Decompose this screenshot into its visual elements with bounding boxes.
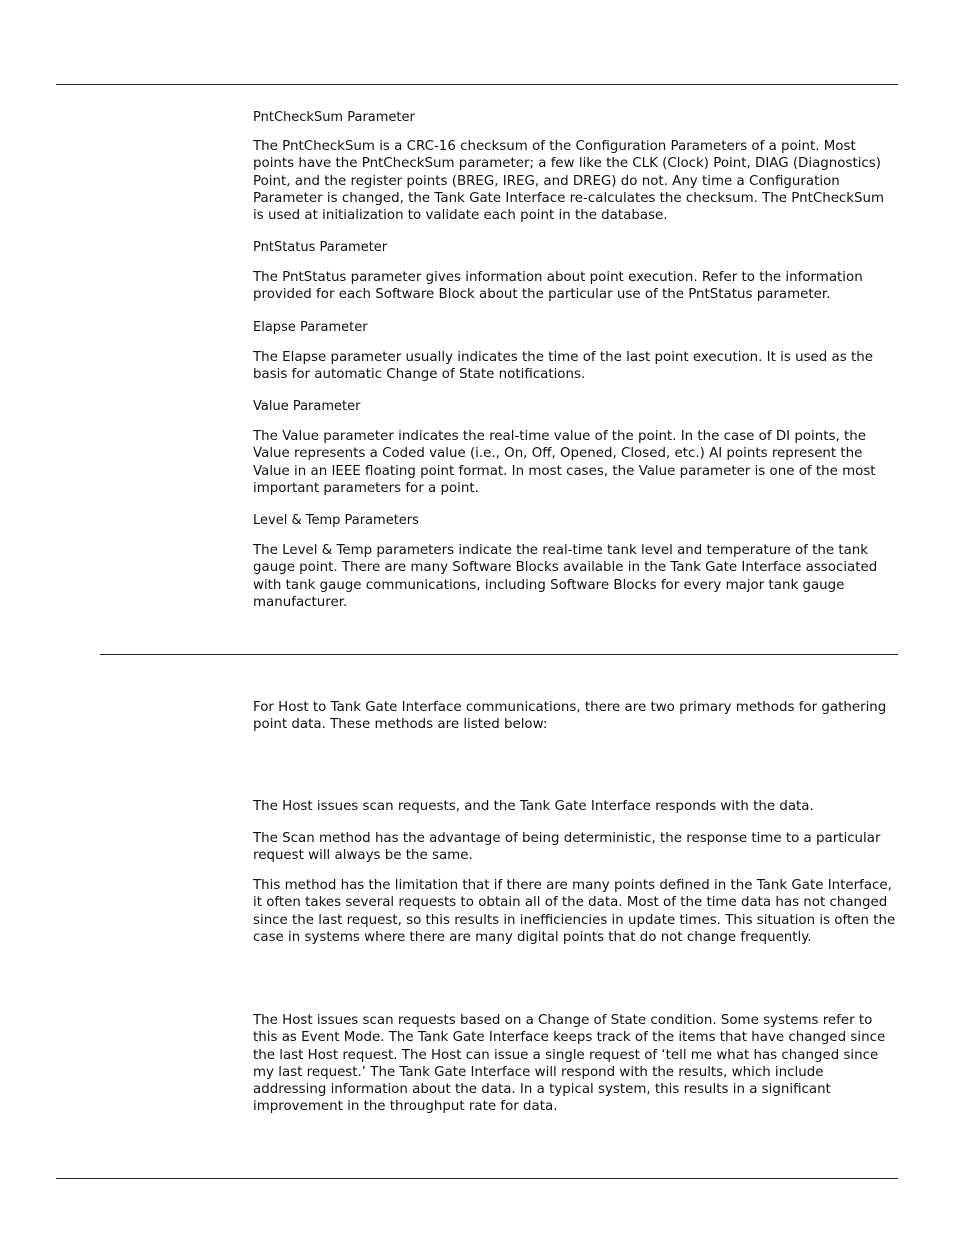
elapse-heading: Elapse Parameter [253,320,368,335]
top-divider [56,84,898,85]
scan-paragraph-3: This method has the limitation that if there are many points defined in the Tank Gate Interface, it often takes several requests to obtain all of the data. Most of the time data has not changed since the last request, so this results in inefficiencies in update times. This situation is often the case in systems where there are many digital points that do not change frequently. [253,878,896,945]
value-heading: Value Parameter [253,399,361,414]
cos-paragraph: The Host issues scan requests based on a Change of State condition. Some systems refer to this as Event Mode. The Tank Gate Interface keeps track of the items that have changed since the last Host request. The Host can issue a single request of ‘tell me what has changed since my last request.’ The Tank Gate Interface will respond with the results, which include addressing information about the data. In a typical system, this results in a significant improvement in the throughput rate for data. [253,1013,886,1115]
section-divider [100,654,898,655]
bottom-divider [56,1178,898,1179]
host-comm-intro-paragraph: For Host to Tank Gate Interface communications, there are two primary methods for gathering point data. These methods are listed below: [253,700,887,733]
pntchecksum-paragraph: The PntCheckSum is a CRC-16 checksum of the Configuration Parameters of a point. Most points have the PntCheckSum parameter; a few like the CLK (Clock) Point, DIAG (Diagnostics) Point, and the register points (BREG, IREG, and DREG) do not. Any time a Configuration Parameter is changed, the Tank Gate Interface re-calculates the checksum. The PntCheckSum is used at initialization to validate each point in the database. [253,139,885,224]
level-temp-heading: Level & Temp Parameters [253,513,419,528]
elapse-paragraph: The Elapse parameter usually indicates the time of the last point execution. It is used as the basis for automatic Change of State notifications. [253,350,873,383]
scan-paragraph-2: The Scan method has the advantage of being deterministic, the response time to a particular request will always be the same. [253,831,881,864]
value-paragraph: The Value parameter indicates the real-time value of the point. In the case of DI points, the Value represents a Coded value (i.e., On, Off, Opened, Closed, etc.) AI points represent the Value in an IEEE floating point format. In most cases, the Value parameter is one of the most important parameters for a point. [253,429,876,496]
pntchecksum-heading: PntCheckSum Parameter [253,110,415,125]
pntstatus-heading: PntStatus Parameter [253,240,388,255]
pntstatus-paragraph: The PntStatus parameter gives information about point execution. Refer to the information provided for each Software Block about the particular use of the PntStatus parameter. [253,270,863,303]
level-temp-paragraph: The Level & Temp parameters indicate the real-time tank level and temperature of the tank gauge point. There are many Software Blocks available in the Tank Gate Interface associated with tank gauge communications, including Software Blocks for every major tank gauge manufacturer. [253,543,878,610]
scan-paragraph-1: The Host issues scan requests, and the Tank Gate Interface responds with the data. [253,799,814,814]
